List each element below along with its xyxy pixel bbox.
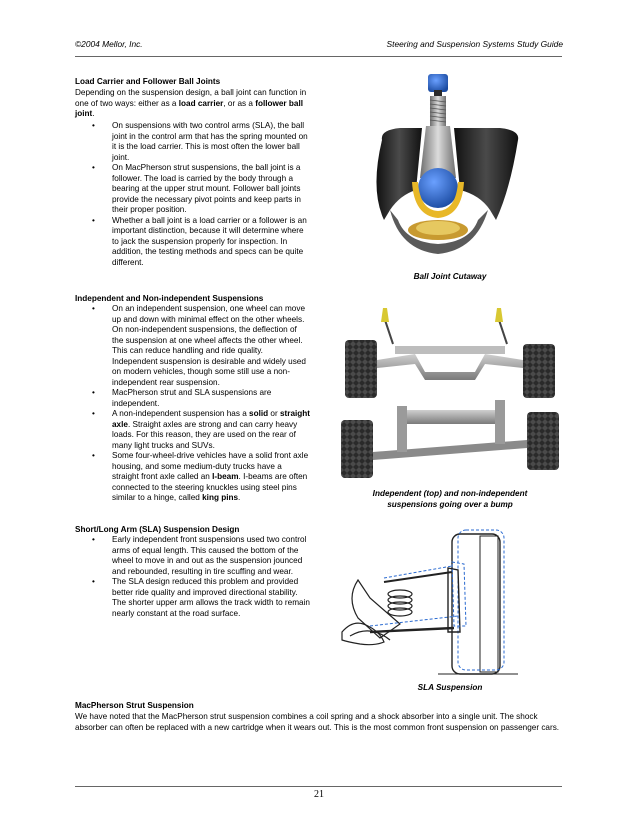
list-item-text: On an independent suspension, one wheel can move up and down with minimal effect on the other wheels. On non-independent suspensions, the deflection of the suspension at one wheel affects the other wheel. This can reduce handling and ride quality. Independent suspension is desirable and widely used on modern vehicles, though some still use a non-independent rear suspension.	[112, 304, 306, 387]
bullet: •	[92, 577, 95, 586]
section1-intro	[75, 88, 310, 120]
list-item-text: The SLA design reduced this problem and provided better ride quality and improved directional stability. The shorter upper arm allows the track width to remain nearly constant at the road surface.	[112, 577, 310, 618]
list-item-text: . Straight axles are strong and can carry heavy loads. For this reason, they are used on the rear of many light trucks and SUVs.	[112, 419, 298, 450]
intro-text: .	[92, 109, 95, 119]
intro-text: , or as a	[223, 98, 256, 108]
caption-independent-suspension	[335, 489, 565, 510]
header-guide-title: Steering and Suspension Systems Study Guide	[386, 39, 563, 49]
list-item	[75, 409, 310, 451]
term-king-pins: king pins	[202, 493, 239, 502]
list-item-text: A non-independent suspension has a	[112, 409, 250, 418]
bullet: •	[92, 451, 95, 460]
sla-suspension-illustration	[340, 528, 560, 678]
list-item-text: MacPherson strut and SLA suspensions are independent.	[112, 388, 272, 408]
list-item-text: Whether a ball joint is a load carrier or a follower is an important distinction, because it will determine where to jack the suspension properly for inspection. In addition, the testing methods and specs can be quite different.	[112, 215, 307, 267]
intro-text: Depending on the suspension design, a ball joint can function in one of two ways: either as a	[75, 88, 307, 108]
list-item	[75, 577, 310, 619]
section-title-independent-suspensions: Independent and Non-independent Suspensions	[75, 294, 264, 303]
term-load-carrier: load carrier	[178, 98, 224, 108]
list-item-text: Early independent front suspensions used two control arms of equal length. This caused the bottom of the wheel to move in and out as the suspension jounced and rebounded, resulting in tire scuffing and wear.	[112, 535, 307, 576]
list-item-text: On suspensions with two control arms (SLA), the ball joint in the control arm that has the spring mounted on it is the load carrier. This is most often the lower ball joint.	[112, 121, 308, 162]
section-title-sla-design: Short/Long Arm (SLA) Suspension Design	[75, 525, 240, 534]
caption-ball-joint-cutaway: Ball Joint Cutaway	[413, 272, 487, 281]
bullet: •	[92, 409, 95, 418]
ball-joint-illustration	[360, 70, 540, 260]
section4-body: We have noted that the MacPherson strut suspension combines a coil spring and a shock absorber into a single unit. The shock absorber can often be replaced with a new cartridge when it wears out. This is the most common front suspension on passenger cars.	[75, 712, 560, 732]
term-i-beam: I-beam	[212, 472, 239, 481]
list-item	[75, 388, 310, 409]
list-item-text: . I-beams are often connected to the steering knuckles using steel pins similar to a hinge, called	[112, 472, 308, 502]
caption-line: suspensions going over a bump	[387, 499, 513, 509]
bullet: •	[92, 163, 95, 172]
list-item	[75, 451, 310, 504]
section-title-macpherson-strut: MacPherson Strut Suspension	[75, 701, 194, 710]
bullet: •	[92, 121, 95, 130]
section2-bullets	[75, 304, 310, 504]
ball-joint-cutaway-figure	[360, 70, 540, 260]
list-item	[75, 121, 310, 163]
list-item-text: Some four-wheel-drive vehicles have a solid front axle housing, and some medium-duty trucks have a straight front axle called an	[112, 451, 309, 481]
list-item	[75, 216, 310, 269]
caption-sla-suspension: SLA Suspension	[417, 683, 483, 692]
section3-bullets	[75, 535, 310, 619]
header-rule	[75, 56, 562, 57]
section-title-ball-joints: Load Carrier and Follower Ball Joints	[75, 77, 221, 86]
sla-suspension-figure	[340, 528, 560, 678]
section1-bullets	[75, 121, 310, 268]
term-follower-ball-joint: follower ball joint	[75, 98, 304, 119]
caption-line: Independent (top) and non-independent	[372, 489, 528, 498]
independent-suspension-figure	[335, 302, 565, 484]
header-copyright: ©2004 Mellor, Inc.	[75, 39, 143, 49]
page-number: 21	[314, 789, 324, 800]
term-solid: solid	[249, 409, 269, 418]
term-straight-axle: straight axle	[112, 409, 311, 429]
footer-rule	[75, 786, 562, 787]
suspension-comparison-illustration	[335, 302, 565, 484]
list-item-text: .	[238, 493, 241, 502]
list-item-text: or	[268, 409, 280, 418]
list-item	[75, 304, 310, 388]
bullet: •	[92, 388, 95, 397]
bullet: •	[92, 304, 95, 313]
bullet: •	[92, 535, 95, 544]
list-item-text: On MacPherson strut suspensions, the ball joint is a follower. The load is carried by the body through a bearing at the upper strut mount. Follower ball joints provide the necessary pivot points and keep parts in their proper position.	[112, 163, 301, 214]
list-item	[75, 163, 310, 216]
bullet: •	[92, 215, 95, 225]
list-item	[75, 535, 310, 577]
